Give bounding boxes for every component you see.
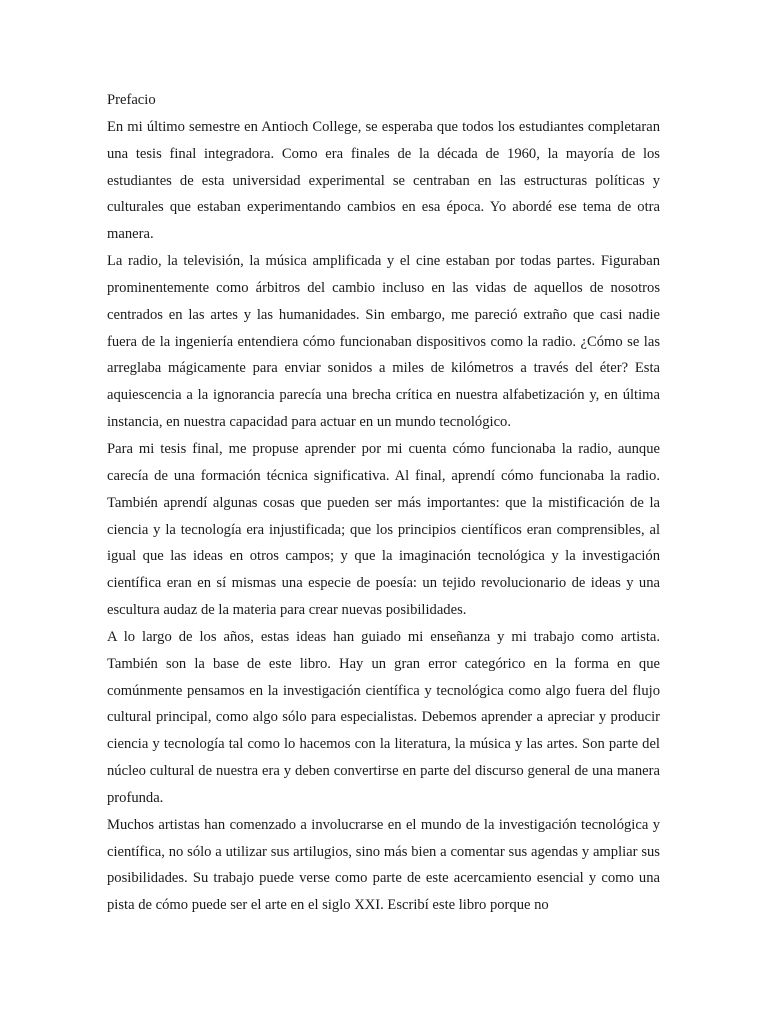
paragraph: A lo largo de los años, estas ideas han guiado mi enseñanza y mi trabajo como artista. También son la base de este libro. Hay un gran error categórico en la forma en que comúnmente pensamos en la investigación científica y tecnológica como algo fuera del flujo cultural principal, como algo sólo para especialistas. Debemos aprender a apreciar y producir ciencia y tecnología tal como lo hacemos con la literatura, la música y las artes. Son parte del núcleo cultural de nuestra era y deben convertirse en parte del discurso general de una manera profunda. bbox=[107, 628, 660, 806]
document-page bbox=[107, 87, 660, 919]
document-heading: Prefacio bbox=[107, 92, 156, 108]
paragraph: Muchos artistas han comenzado a involucrarse en el mundo de la investigación tecnológica y científica, no sólo a utilizar sus artilugios, sino más bien a comentar sus agendas y ampliar sus posibilidades. Su trabajo puede verse como parte de este acercamiento esencial y como una pista de cómo puede ser el arte en el siglo XXI. Escribí este libro porque no bbox=[107, 816, 660, 914]
paragraph: Para mi tesis final, me propuse aprender por mi cuenta cómo funcionaba la radio, aunque carecía de una formación técnica significativa. Al final, aprendí cómo funcionaba la radio. También aprendí algunas cosas que pueden ser más importantes: que la mistificación de la ciencia y la tecnología era injustificada; que los principios científicos eran comprensibles, al igual que las ideas en otros campos; y que la imaginación tecnológica y la investigación científica eran en sí mismas una especie de poesía: un tejido revolucionario de ideas y una escultura audaz de la materia para crear nuevas posibilidades. bbox=[107, 440, 660, 619]
paragraph: En mi último semestre en Antioch College, se esperaba que todos los estudiantes completaran una tesis final integradora. Como era finales de la década de 1960, la mayoría de los estudiantes de esta universidad experimental se centraban en las estructuras políticas y culturales que estaban experimentando cambios en esa época. Yo abordé ese tema de otra manera. bbox=[107, 118, 660, 243]
paragraph: La radio, la televisión, la música amplificada y el cine estaban por todas partes. Figuraban prominentemente como árbitros del cambio incluso en las vidas de aquellos de nosotros centrados en las artes y las humanidades. Sin embargo, me pareció extraño que casi nadie fuera de la ingeniería entendiera cómo funcionaban dispositivos como la radio. ¿Cómo se las arreglaba mágicamente para enviar sonidos a miles de kilómetros a través del éter? Esta aquiescencia a la ignorancia parecía una brecha crítica en nuestra alfabetización y, en última instancia, en nuestra capacidad para actuar en un mundo tecnológico. bbox=[107, 253, 660, 431]
